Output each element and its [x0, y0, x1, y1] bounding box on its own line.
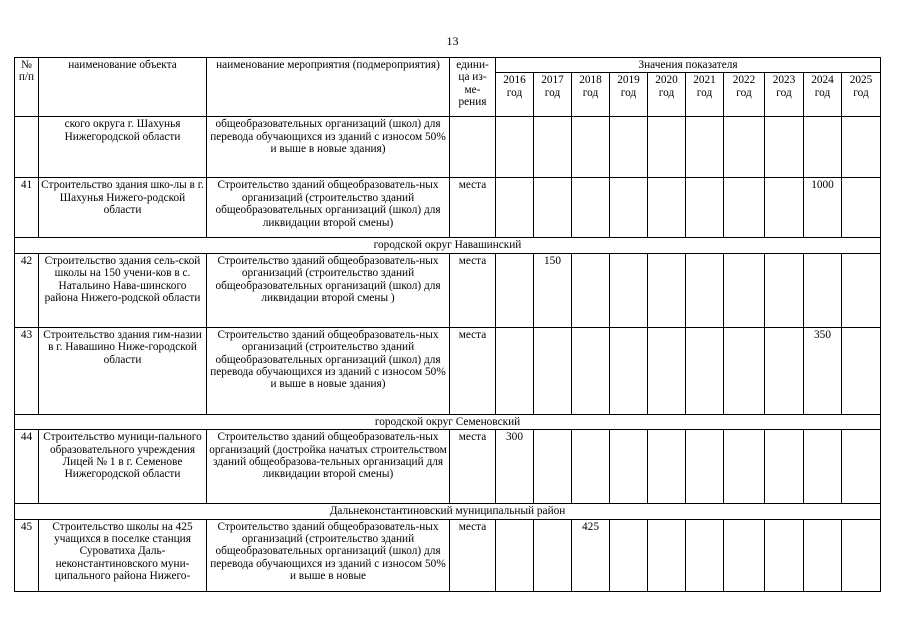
value-cell	[572, 327, 610, 414]
value-cell	[842, 253, 881, 327]
value-cell	[496, 327, 534, 414]
value-cell	[534, 327, 572, 414]
value-cell	[610, 519, 648, 591]
value-cell	[496, 519, 534, 591]
value-cell	[686, 178, 724, 238]
header-num: № п/п	[15, 58, 39, 117]
row-number: 43	[15, 327, 39, 414]
value-cell	[765, 519, 804, 591]
row-number	[15, 117, 39, 178]
value-cell	[496, 178, 534, 238]
value-cell	[724, 253, 765, 327]
unit-cell: места	[450, 253, 496, 327]
value-cell: 425	[572, 519, 610, 591]
unit-cell: места	[450, 327, 496, 414]
row-number: 42	[15, 253, 39, 327]
value-cell	[842, 430, 881, 504]
value-cell: 1000	[804, 178, 842, 238]
value-cell	[648, 117, 686, 178]
value-cell	[610, 253, 648, 327]
value-cell: 350	[804, 327, 842, 414]
value-cell	[842, 327, 881, 414]
object-name: Строительство здания сель-ской школы на 150 учени-ков в с. Натальино Нава-шинского района Нижего-родской области	[39, 253, 207, 327]
header-values-title: Значения показателя	[496, 58, 881, 73]
header-year: 2020 год	[648, 73, 686, 117]
header-year: 2017 год	[534, 73, 572, 117]
table-row	[15, 430, 881, 504]
header-object: наименование объекта	[39, 58, 207, 117]
value-cell	[686, 519, 724, 591]
unit-cell: места	[450, 178, 496, 238]
value-cell	[842, 519, 881, 591]
value-cell	[610, 430, 648, 504]
row-number: 45	[15, 519, 39, 591]
value-cell	[724, 117, 765, 178]
object-name: Строительство здания гим-назии в г. Навашино Ниже-городской области	[39, 327, 207, 414]
value-cell	[724, 430, 765, 504]
value-cell	[648, 253, 686, 327]
value-cell	[804, 253, 842, 327]
value-cell	[534, 519, 572, 591]
value-cell	[724, 327, 765, 414]
value-cell	[496, 253, 534, 327]
section-row	[15, 414, 881, 429]
header-year: 2025 год	[842, 73, 881, 117]
value-cell	[610, 117, 648, 178]
value-cell	[648, 430, 686, 504]
table-row	[15, 519, 881, 591]
table-row	[15, 117, 881, 178]
event-name: общеобразовательных организаций (школ) для перевода обучающихся из зданий с износом 50% и выше в новые здания)	[207, 117, 450, 178]
header-year: 2018 год	[572, 73, 610, 117]
value-cell	[534, 430, 572, 504]
value-cell: 150	[534, 253, 572, 327]
object-name: Строительство здания шко-лы в г. Шахунья Нижего-родской области	[39, 178, 207, 238]
value-cell	[648, 178, 686, 238]
value-cell	[572, 430, 610, 504]
table-row	[15, 253, 881, 327]
unit-cell: места	[450, 430, 496, 504]
header-year: 2023 год	[765, 73, 804, 117]
value-cell	[724, 178, 765, 238]
header-unit: едини-ца из-ме-рения	[450, 58, 496, 117]
header-event: наименование мероприятия (подмероприятия)	[207, 58, 450, 117]
section-row	[15, 238, 881, 253]
section-title: Дальнеконстантиновский муниципальный район	[329, 505, 566, 518]
value-cell	[804, 519, 842, 591]
header-year: 2021 год	[686, 73, 724, 117]
header-year: 2016 год	[496, 73, 534, 117]
unit-cell: места	[450, 519, 496, 591]
table-row	[15, 178, 881, 238]
value-cell	[804, 430, 842, 504]
page-number: 13	[446, 34, 459, 48]
value-cell	[572, 178, 610, 238]
value-cell: 300	[496, 430, 534, 504]
value-cell	[765, 117, 804, 178]
value-cell	[534, 117, 572, 178]
section-title: городской округ Семеновский	[374, 415, 521, 428]
event-name: Строительство зданий общеобразователь-ных организаций (строительство зданий общеобразовательных организаций (школ) для ликвидации второй смены )	[207, 253, 450, 327]
value-cell	[842, 117, 881, 178]
header-year: 2022 год	[724, 73, 765, 117]
value-cell	[610, 327, 648, 414]
event-name: Строительство зданий общеобразователь-ных организаций (строительство зданий общеобразовательных организаций (школ) для перевода обучающихся из зданий с износом 50% и выше в новые	[207, 519, 450, 591]
row-number: 44	[15, 430, 39, 504]
section-row	[15, 504, 881, 519]
value-cell	[534, 178, 572, 238]
value-cell	[686, 253, 724, 327]
object-name: Строительство школы на 425 учащихся в поселке станция Суроватиха Даль-неконстантиновского муни-ципального района Нижего-	[39, 519, 207, 591]
event-name: Строительство зданий общеобразователь-ных организаций (строительство зданий общеобразовательных организаций (школ) для ликвидации второй смены)	[207, 178, 450, 238]
object-name: Строительство муници-пального образовательного учреждения Лицей № 1 в г. Семенове Нижегородской области	[39, 430, 207, 504]
event-name: Строительство зданий общеобразователь-ных организаций (строительство зданий общеобразовательных организаций (школ) для перевода обучающихся из зданий с износом 50% и выше в новые здания)	[207, 327, 450, 414]
object-name: ского округа г. Шахунья Нижегородской области	[39, 117, 207, 178]
value-cell	[765, 430, 804, 504]
indicator-table	[14, 57, 881, 592]
value-cell	[648, 519, 686, 591]
value-cell	[686, 327, 724, 414]
value-cell	[765, 178, 804, 238]
unit-cell	[450, 117, 496, 178]
value-cell	[765, 253, 804, 327]
value-cell	[804, 117, 842, 178]
value-cell	[686, 117, 724, 178]
table-row	[15, 327, 881, 414]
value-cell	[724, 519, 765, 591]
value-cell	[572, 117, 610, 178]
row-number: 41	[15, 178, 39, 238]
value-cell	[496, 117, 534, 178]
event-name: Строительство зданий общеобразователь-ных организаций (достройка начатых строительством зданий общеобразова-тельных организаций для ликвидации второй смены)	[207, 430, 450, 504]
value-cell	[765, 327, 804, 414]
header-year: 2019 год	[610, 73, 648, 117]
value-cell	[610, 178, 648, 238]
section-title: городской округ Навашинский	[373, 239, 522, 252]
value-cell	[572, 253, 610, 327]
value-cell	[648, 327, 686, 414]
value-cell	[842, 178, 881, 238]
value-cell	[686, 430, 724, 504]
header-year: 2024 год	[804, 73, 842, 117]
